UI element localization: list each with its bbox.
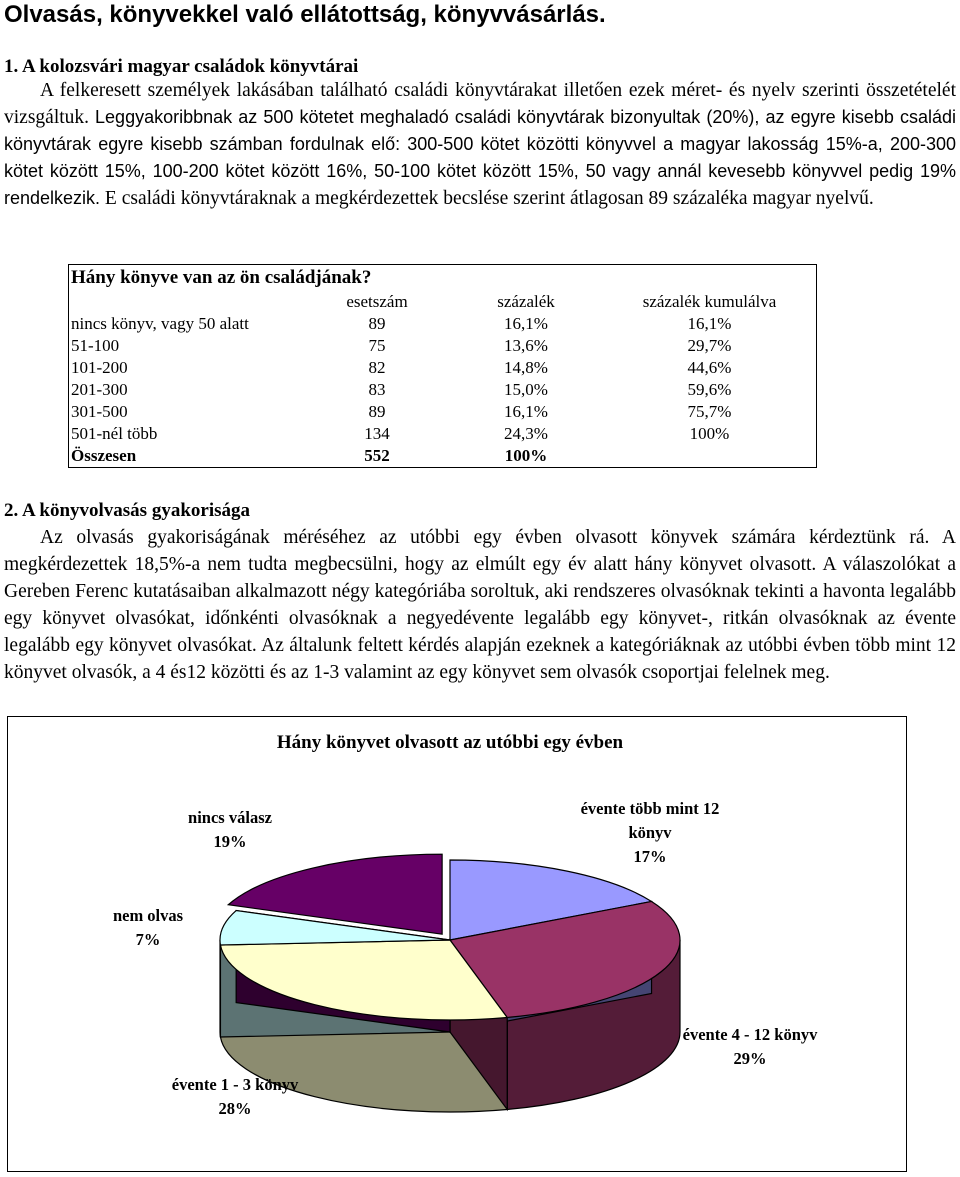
slice-label-nem-olvas bbox=[98, 904, 198, 952]
slice-label-more-than-12 bbox=[565, 797, 735, 869]
row-label: nincs könyv, vagy 50 alatt bbox=[71, 314, 249, 333]
cell-cumulative: 16,1% bbox=[687, 314, 732, 333]
row-label: 101-200 bbox=[71, 358, 128, 377]
slice-label-text: nincs válasz bbox=[188, 808, 272, 827]
slice-label-text: évente 4 - 12 könyv bbox=[682, 1025, 818, 1044]
section2-heading: 2. A könyvolvasás gyakorisága bbox=[4, 500, 250, 521]
slice-label-value: 29% bbox=[733, 1049, 767, 1068]
chart-title: Hány könyvet olvasott az utóbbi egy évben bbox=[276, 732, 624, 753]
cell-count: 83 bbox=[368, 380, 386, 399]
cell-percent: 15,0% bbox=[504, 380, 548, 399]
total-label: Összesen bbox=[71, 446, 137, 465]
row-label: 51-100 bbox=[71, 336, 120, 355]
cell-cumulative: 29,7% bbox=[687, 336, 732, 355]
cell-cumulative: 75,7% bbox=[687, 402, 732, 421]
section1-text-a: A felkeresett személyek lakásában található családi könyvtárakat illetően ezek méret- és nyelv szerinti összetételét vizsgáltuk. bbox=[4, 80, 956, 128]
cell-percent: 24,3% bbox=[504, 424, 548, 443]
cell-percent: 13,6% bbox=[504, 336, 548, 355]
cell-cumulative: 59,6% bbox=[687, 380, 732, 399]
total-count: 552 bbox=[364, 446, 390, 465]
cell-count: 89 bbox=[368, 314, 386, 333]
section1-text-b: Leggyakoribbnak az 500 kötetet meghaladó családi könyvtárak bizonyultak (20%), az egyre kisebb családi könyvtárak egyre kisebb számban fordulnak elő: 300-500 kötet közötti könyvvel a magyar lakosság 15%-a, 200-300 kötet között 15%, 100-200 kötet között 16%, 50-100 kötet között 15%, 50 vagy annál kevesebb könyvvel pedig 19% rendelkezik. bbox=[4, 107, 956, 208]
table-header-cell: százalék kumulálva bbox=[642, 292, 777, 311]
table-header-cell: százalék bbox=[497, 292, 555, 311]
slice-label-nincs-valasz bbox=[170, 806, 290, 854]
slice-label-value: 19% bbox=[213, 832, 247, 851]
page-title: Olvasás, könyvekkel való ellátottság, könyvvásárlás. bbox=[4, 1, 606, 28]
cell-count: 82 bbox=[368, 358, 386, 377]
section2-text: Az olvasás gyakoriságának méréséhez az utóbbi egy évben olvasott könyvek számára kérdeztünk rá. A megkérdezettek 18,5%-a nem tudta megbecsülni, hogy az elmúlt egy év alatt hány könyvet olvasott. A válaszolókat a Gereben Ferenc kutatásaiban alkalmazott négy kategóriába soroltuk, aki rendszeres olvasóknak tekinti a havonta legalább egy könyvet olvasókat, időnkénti olvasóknak a negyedévente legalább egy könyvet-, ritkán olvasóknak az évente legalább egy könyvet olvasókat. Az általunk feltett kérdés alapján ezeknek a kategóriáknak az utóbbi évben több mint 12 könyvet olvasók, a 4 és12 közötti és az 1-3 valamint az egy könyvet sem olvasók csoportjai felelnek meg. bbox=[4, 527, 956, 683]
slice-label-text: évente több mint 12 könyv bbox=[580, 799, 720, 842]
total-percent: 100% bbox=[504, 446, 548, 465]
table-title: Hány könyve van az ön családjának? bbox=[71, 267, 372, 288]
cell-cumulative: 44,6% bbox=[687, 358, 732, 377]
row-label: 201-300 bbox=[71, 380, 128, 399]
cell-count: 75 bbox=[368, 336, 386, 355]
row-label: 301-500 bbox=[71, 402, 128, 421]
row-label: 501-nél több bbox=[71, 424, 158, 443]
cell-cumulative: 100% bbox=[689, 424, 730, 443]
slice-label-text: évente 1 - 3 könyv bbox=[171, 1075, 299, 1094]
cell-count: 89 bbox=[368, 402, 386, 421]
cell-percent: 16,1% bbox=[504, 314, 548, 333]
section1-heading: 1. A kolozsvári magyar családok könyvtárai bbox=[4, 56, 359, 77]
slice-label-4-12 bbox=[665, 1023, 835, 1071]
table-header-cell: esetszám bbox=[346, 292, 408, 311]
section1-text-c: E családi könyvtáraknak a megkérdezettek becslése szerint átlagosan 89 százaléka magyar nyelvű. bbox=[100, 188, 874, 209]
slice-label-1-3 bbox=[150, 1073, 320, 1121]
slice-label-value: 17% bbox=[633, 847, 667, 866]
cell-count: 134 bbox=[364, 424, 390, 443]
slice-label-value: 7% bbox=[135, 930, 161, 949]
cell-percent: 14,8% bbox=[504, 358, 548, 377]
slice-label-value: 28% bbox=[218, 1099, 252, 1118]
cell-percent: 16,1% bbox=[504, 402, 548, 421]
slice-label-text: nem olvas bbox=[112, 906, 184, 925]
